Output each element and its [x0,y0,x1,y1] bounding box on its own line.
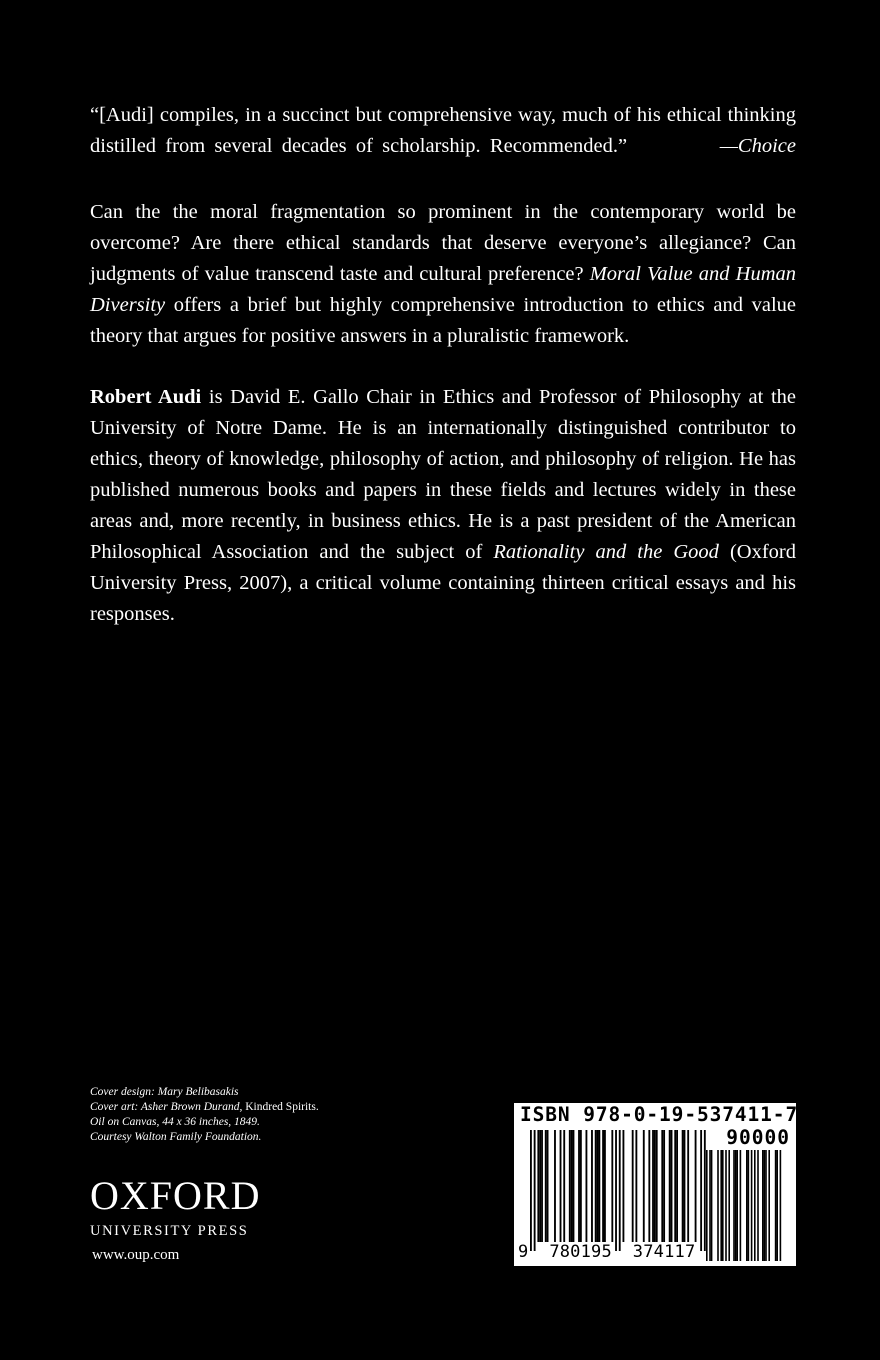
addon-bar [711,1150,713,1261]
ean-first-digit: 9 [518,1242,529,1262]
barcode-bar [635,1130,637,1242]
barcode-bar [537,1130,539,1242]
cover-art-credit [90,1100,390,1115]
addon-bar [748,1150,750,1261]
barcode-bar [652,1130,654,1242]
publisher-subtitle: UNIVERSITY PRESS [90,1223,249,1239]
book-title: Moral Value and Human Diversity [90,263,796,316]
barcode-bar [545,1130,547,1242]
isbn-barcode [514,1103,799,1266]
addon-bar [709,1150,711,1261]
addon-bar [780,1150,782,1261]
barcode-bar [530,1130,532,1251]
author-name: Robert Audi [90,386,202,408]
barcode-bar [541,1130,543,1242]
addon-bar [706,1150,708,1261]
barcode-bar [684,1130,686,1242]
barcode-bar [682,1130,684,1242]
addon-bar [740,1150,742,1261]
addon-bar [725,1150,727,1261]
barcode-bar [663,1130,665,1242]
barcode-bar [695,1130,697,1242]
publisher-url: www.oup.com [92,1247,180,1263]
barcode-bar [687,1130,689,1242]
barcode-bar [615,1130,617,1251]
author-bio [90,382,796,630]
barcode-bar [571,1130,573,1242]
book-description [90,197,796,352]
barcode-bar [656,1130,658,1242]
barcode-bar [623,1130,625,1242]
barcode-bar [654,1130,656,1242]
description-text-2: offers a brief but highly comprehensive introduction to ethics and value theory that argues for positive answers in a pluralistic framework. [90,294,796,347]
barcode-bar [573,1130,575,1242]
barcode-bar [554,1130,556,1242]
barcode-bar [611,1130,613,1242]
addon-bar [733,1150,735,1261]
addon-bar [746,1150,748,1261]
description-text-1: Can the the moral fragmentation so prominent in the contemporary world be overcome? Are there ethical standards that deserve everyone’s allegiance? Can judgments of value transcend taste and cultural preference? [90,201,796,285]
cover-credits [90,1085,390,1145]
isbn-text: ISBN 978-0-19-537411-7 [520,1103,799,1126]
cover-art-artist: Cover art: Asher Brown Durand, [90,1101,246,1113]
publisher-name: OXFORD [90,1173,261,1218]
barcode-bar [563,1130,565,1242]
ean-digits [518,1242,695,1262]
barcode-bar [591,1130,593,1242]
cover-design-credit: Cover design: Mary Belibasakis [90,1086,239,1098]
barcode-bar [648,1130,650,1242]
barcode-bar [604,1130,606,1242]
addon-bar [751,1150,753,1261]
ean-left-group: 780195 [549,1242,612,1262]
addon-bar [776,1150,778,1261]
addon-bar [722,1150,724,1261]
barcode-bar [700,1130,702,1251]
barcode-bar [569,1130,571,1242]
barcode-bar [595,1130,597,1242]
barcode-bar [560,1130,562,1242]
addon-bar [764,1150,766,1261]
barcode-bar [643,1130,645,1242]
barcode-bar [586,1130,588,1242]
barcode-bar [598,1130,600,1242]
barcode-bar [534,1130,536,1251]
barcode-bar [547,1130,549,1242]
ean-right-group: 374117 [632,1242,696,1262]
addon-bar [757,1150,759,1261]
barcode-bar [619,1130,621,1251]
addon-bar [717,1150,719,1261]
addon-bar [735,1150,737,1261]
cover-art-title: Kindred Spirits. [245,1101,319,1113]
barcode-bar [580,1130,582,1242]
barcode-bar [632,1130,634,1242]
blurb-quote: “[Audi] compiles, in a succinct but comprehensive way, much of his ethical thinking distilled from several decades of scholarship. Recommended.” [90,104,796,157]
blurb-source: —Choice [719,135,796,157]
barcode-bar [671,1130,673,1242]
barcode-bar [669,1130,671,1242]
addon-bar [754,1150,756,1261]
addon-bar [765,1150,767,1261]
addon-bar [736,1150,738,1261]
barcode-bar [704,1130,706,1251]
barcode-bar [661,1130,663,1242]
barcode-bar [578,1130,580,1242]
barcode-bar [602,1130,604,1242]
review-blurb [90,100,796,162]
bio-text-1: is David E. Gallo Chair in Ethics and Professor of Philosophy at the University of Notre Dame. He is an internationally distinguished contributor to ethics, theory of knowledge, philosophy of action, and philosophy of religion. He has published numerous books and papers in these fields and lectures widely in these areas and, more recently, in business ethics. He is a past president of the American Philosophical Association and the subject of [90,386,796,563]
publisher-logo [90,1173,261,1240]
bio-text-2: (Oxford University Press, 2007), a critical volume containing thirteen critical essays and his responses. [90,541,797,625]
related-work-title: Rationality and the Good [493,541,719,563]
barcode-bar [597,1130,599,1242]
addon-bar [768,1150,770,1261]
price-code: 90000 [726,1126,790,1149]
barcode-bar [676,1130,678,1242]
barcode-bar [539,1130,541,1242]
addon-bar [728,1150,730,1261]
barcode-bar [674,1130,676,1242]
addon-bar [775,1150,777,1261]
addon-bar [720,1150,722,1261]
addon-bar [762,1150,764,1261]
cover-art-medium: Oil on Canvas, 44 x 36 inches, 1849. [90,1116,260,1128]
cover-art-courtesy: Courtesy Walton Family Foundation. [90,1131,262,1143]
